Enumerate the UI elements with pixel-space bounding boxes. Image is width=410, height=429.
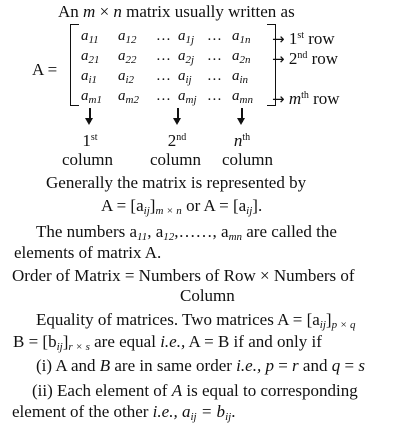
- condition-part: .: [231, 402, 236, 421]
- general-formula: [101, 196, 262, 221]
- cell-r3c4: $a_{ij}$: [178, 68, 192, 86]
- row-label-num: m: [288, 89, 302, 108]
- condition-sub: ij: [190, 411, 197, 423]
- cell-r4c3: …: [157, 88, 171, 104]
- equality-sub: ij: [319, 319, 326, 331]
- equality-part: B = [b: [13, 332, 57, 351]
- left-bracket: [70, 24, 79, 106]
- formula-sub: ij: [143, 205, 150, 217]
- condition-label: (i): [36, 356, 53, 375]
- numbers-sub: mn: [228, 231, 243, 243]
- numbers-part: , a: [147, 222, 164, 241]
- condition-ie: i.e.,: [236, 356, 262, 375]
- condition-var: r: [292, 356, 299, 375]
- row-label-2: [272, 46, 338, 69]
- down-arrow-icon: [241, 108, 243, 122]
- cell-r4c2: $a_{m2}$: [118, 88, 139, 106]
- cell-r4c6: $a_{mn}$: [232, 88, 253, 106]
- cell-r2c2: $a_{22}$: [118, 48, 137, 66]
- cell-r3c1: $a_{i1}$: [81, 68, 98, 86]
- cell-r2c4: $a_{2j}$: [178, 48, 195, 66]
- condition-part: element of the other: [12, 402, 153, 421]
- formula-part: ].: [252, 196, 263, 215]
- right-arrow-icon: →: [272, 50, 285, 68]
- intro-text: [58, 2, 295, 22]
- col-label-2-num: [157, 128, 197, 151]
- equality-part: ]: [62, 332, 69, 351]
- cell-r3c2: $a_{i2}$: [118, 68, 135, 86]
- intro-times: ×: [99, 2, 110, 21]
- condition-part: is equal to corresponding: [182, 381, 358, 400]
- equality-sub: ij: [56, 341, 63, 353]
- condition-part: =: [340, 356, 359, 375]
- right-arrow-icon: →: [272, 30, 285, 48]
- matrix-cell: [118, 28, 137, 46]
- formula-part: A = [a: [101, 196, 144, 215]
- col-label-1-num: [70, 128, 110, 151]
- matrix-cell: [81, 28, 99, 46]
- formula-part: ]: [149, 196, 156, 215]
- row-label-m: [272, 86, 340, 109]
- condition-label: (ii): [32, 381, 53, 400]
- row-label-sup: th: [301, 90, 309, 101]
- equality-ie: i.e.,: [160, 332, 186, 351]
- cell-r1c1: $a_{11}$: [81, 28, 99, 46]
- numbers-part: ,……, a: [174, 222, 229, 241]
- intro-n: n: [113, 2, 122, 21]
- row-label-word: row: [313, 89, 340, 108]
- cell-r2c6: $a_{2n}$: [232, 48, 251, 66]
- condition-sub: ij: [225, 411, 232, 423]
- col-num: 1: [82, 131, 91, 150]
- equality-part: A = B if and only if: [185, 332, 322, 351]
- equality-part: are equal: [89, 332, 161, 351]
- condition-var: p: [265, 356, 274, 375]
- intro-m: m: [83, 2, 96, 21]
- col-label-n-num: [222, 128, 262, 151]
- row-label-num: 1: [288, 29, 298, 48]
- row-label-word: row: [308, 29, 335, 48]
- condition-part: =: [273, 356, 293, 375]
- condition-part: Each element of: [52, 381, 172, 400]
- cell-r1c4: $a_{1j}$: [178, 28, 195, 46]
- numbers-sub: 12: [163, 231, 175, 243]
- order-line2: Column: [180, 286, 235, 305]
- equality-part: ]: [325, 310, 332, 329]
- condition-2-line2: [12, 402, 235, 427]
- equality-line2: [13, 332, 322, 357]
- cell-r2c5: …: [208, 48, 222, 64]
- intro-pre: An: [58, 2, 79, 21]
- condition-2-line1: [32, 381, 358, 401]
- condition-var: q: [331, 356, 341, 375]
- col-sup: nd: [176, 132, 187, 143]
- col-num: n: [233, 131, 243, 150]
- intro-post: matrix usually written as: [126, 2, 295, 21]
- equality-sub: p × q: [331, 319, 356, 331]
- condition-part: are in same order: [110, 356, 237, 375]
- col-label-2-word: column: [150, 150, 201, 169]
- matrix-lhs: A =: [32, 60, 58, 79]
- col-sup: st: [90, 132, 98, 143]
- numbers-sub: 11: [137, 231, 148, 243]
- cell-r3c5: …: [208, 68, 222, 84]
- cell-r1c5: …: [208, 28, 222, 44]
- cell-r4c4: $a_{mj}$: [178, 88, 197, 106]
- right-arrow-icon: →: [272, 90, 285, 108]
- cell-r1c2: $a_{12}$: [118, 28, 137, 46]
- condition-part: = b: [196, 402, 226, 421]
- formula-part: or A = [a: [181, 196, 247, 215]
- col-label-n-word: column: [222, 150, 273, 169]
- equality-part: Equality of matrices. Two matrices A = [a: [36, 310, 320, 329]
- col-num: 2: [167, 131, 177, 150]
- condition-var: B: [99, 356, 111, 375]
- col-sup: th: [242, 132, 251, 143]
- condition-part: and: [298, 356, 332, 375]
- general-text: Generally the matrix is represented by: [46, 173, 307, 192]
- cell-r2c1: $a_{21}$: [81, 48, 100, 66]
- condition-ie: i.e.,: [152, 402, 178, 421]
- formula-sub: ij: [246, 205, 253, 217]
- cell-r4c5: …: [208, 88, 222, 104]
- down-arrow-icon: [89, 108, 91, 122]
- numbers-part: are called the: [242, 222, 337, 241]
- row-label-sup: nd: [297, 50, 308, 61]
- row-label-num: 2: [288, 49, 298, 68]
- condition-1: [36, 356, 365, 376]
- numbers-part: The numbers a: [36, 222, 138, 241]
- condition-var: s: [358, 356, 365, 375]
- cell-r1c3: …: [157, 28, 171, 44]
- order-line1: Order of Matrix = Numbers of Row × Numbers of: [12, 266, 355, 285]
- equality-sub: r × s: [68, 341, 90, 353]
- row-label-word: row: [311, 49, 339, 68]
- cell-r3c3: …: [157, 68, 171, 84]
- cell-r1c6: $a_{1n}$: [232, 28, 251, 46]
- col-label-1-word: column: [62, 150, 113, 169]
- cell-r3c6: $a_{in}$: [232, 68, 249, 86]
- condition-part: A and: [52, 356, 100, 375]
- cell-r4c1: $a_{m1}$: [81, 88, 102, 106]
- condition-part: a: [177, 402, 191, 421]
- down-arrow-icon: [177, 108, 179, 122]
- formula-sub: m × n: [155, 205, 182, 217]
- numbers-line2: elements of matrix A.: [14, 243, 162, 262]
- condition-var: A: [171, 381, 183, 400]
- cell-r2c3: …: [157, 48, 171, 64]
- row-label-sup: st: [297, 30, 304, 41]
